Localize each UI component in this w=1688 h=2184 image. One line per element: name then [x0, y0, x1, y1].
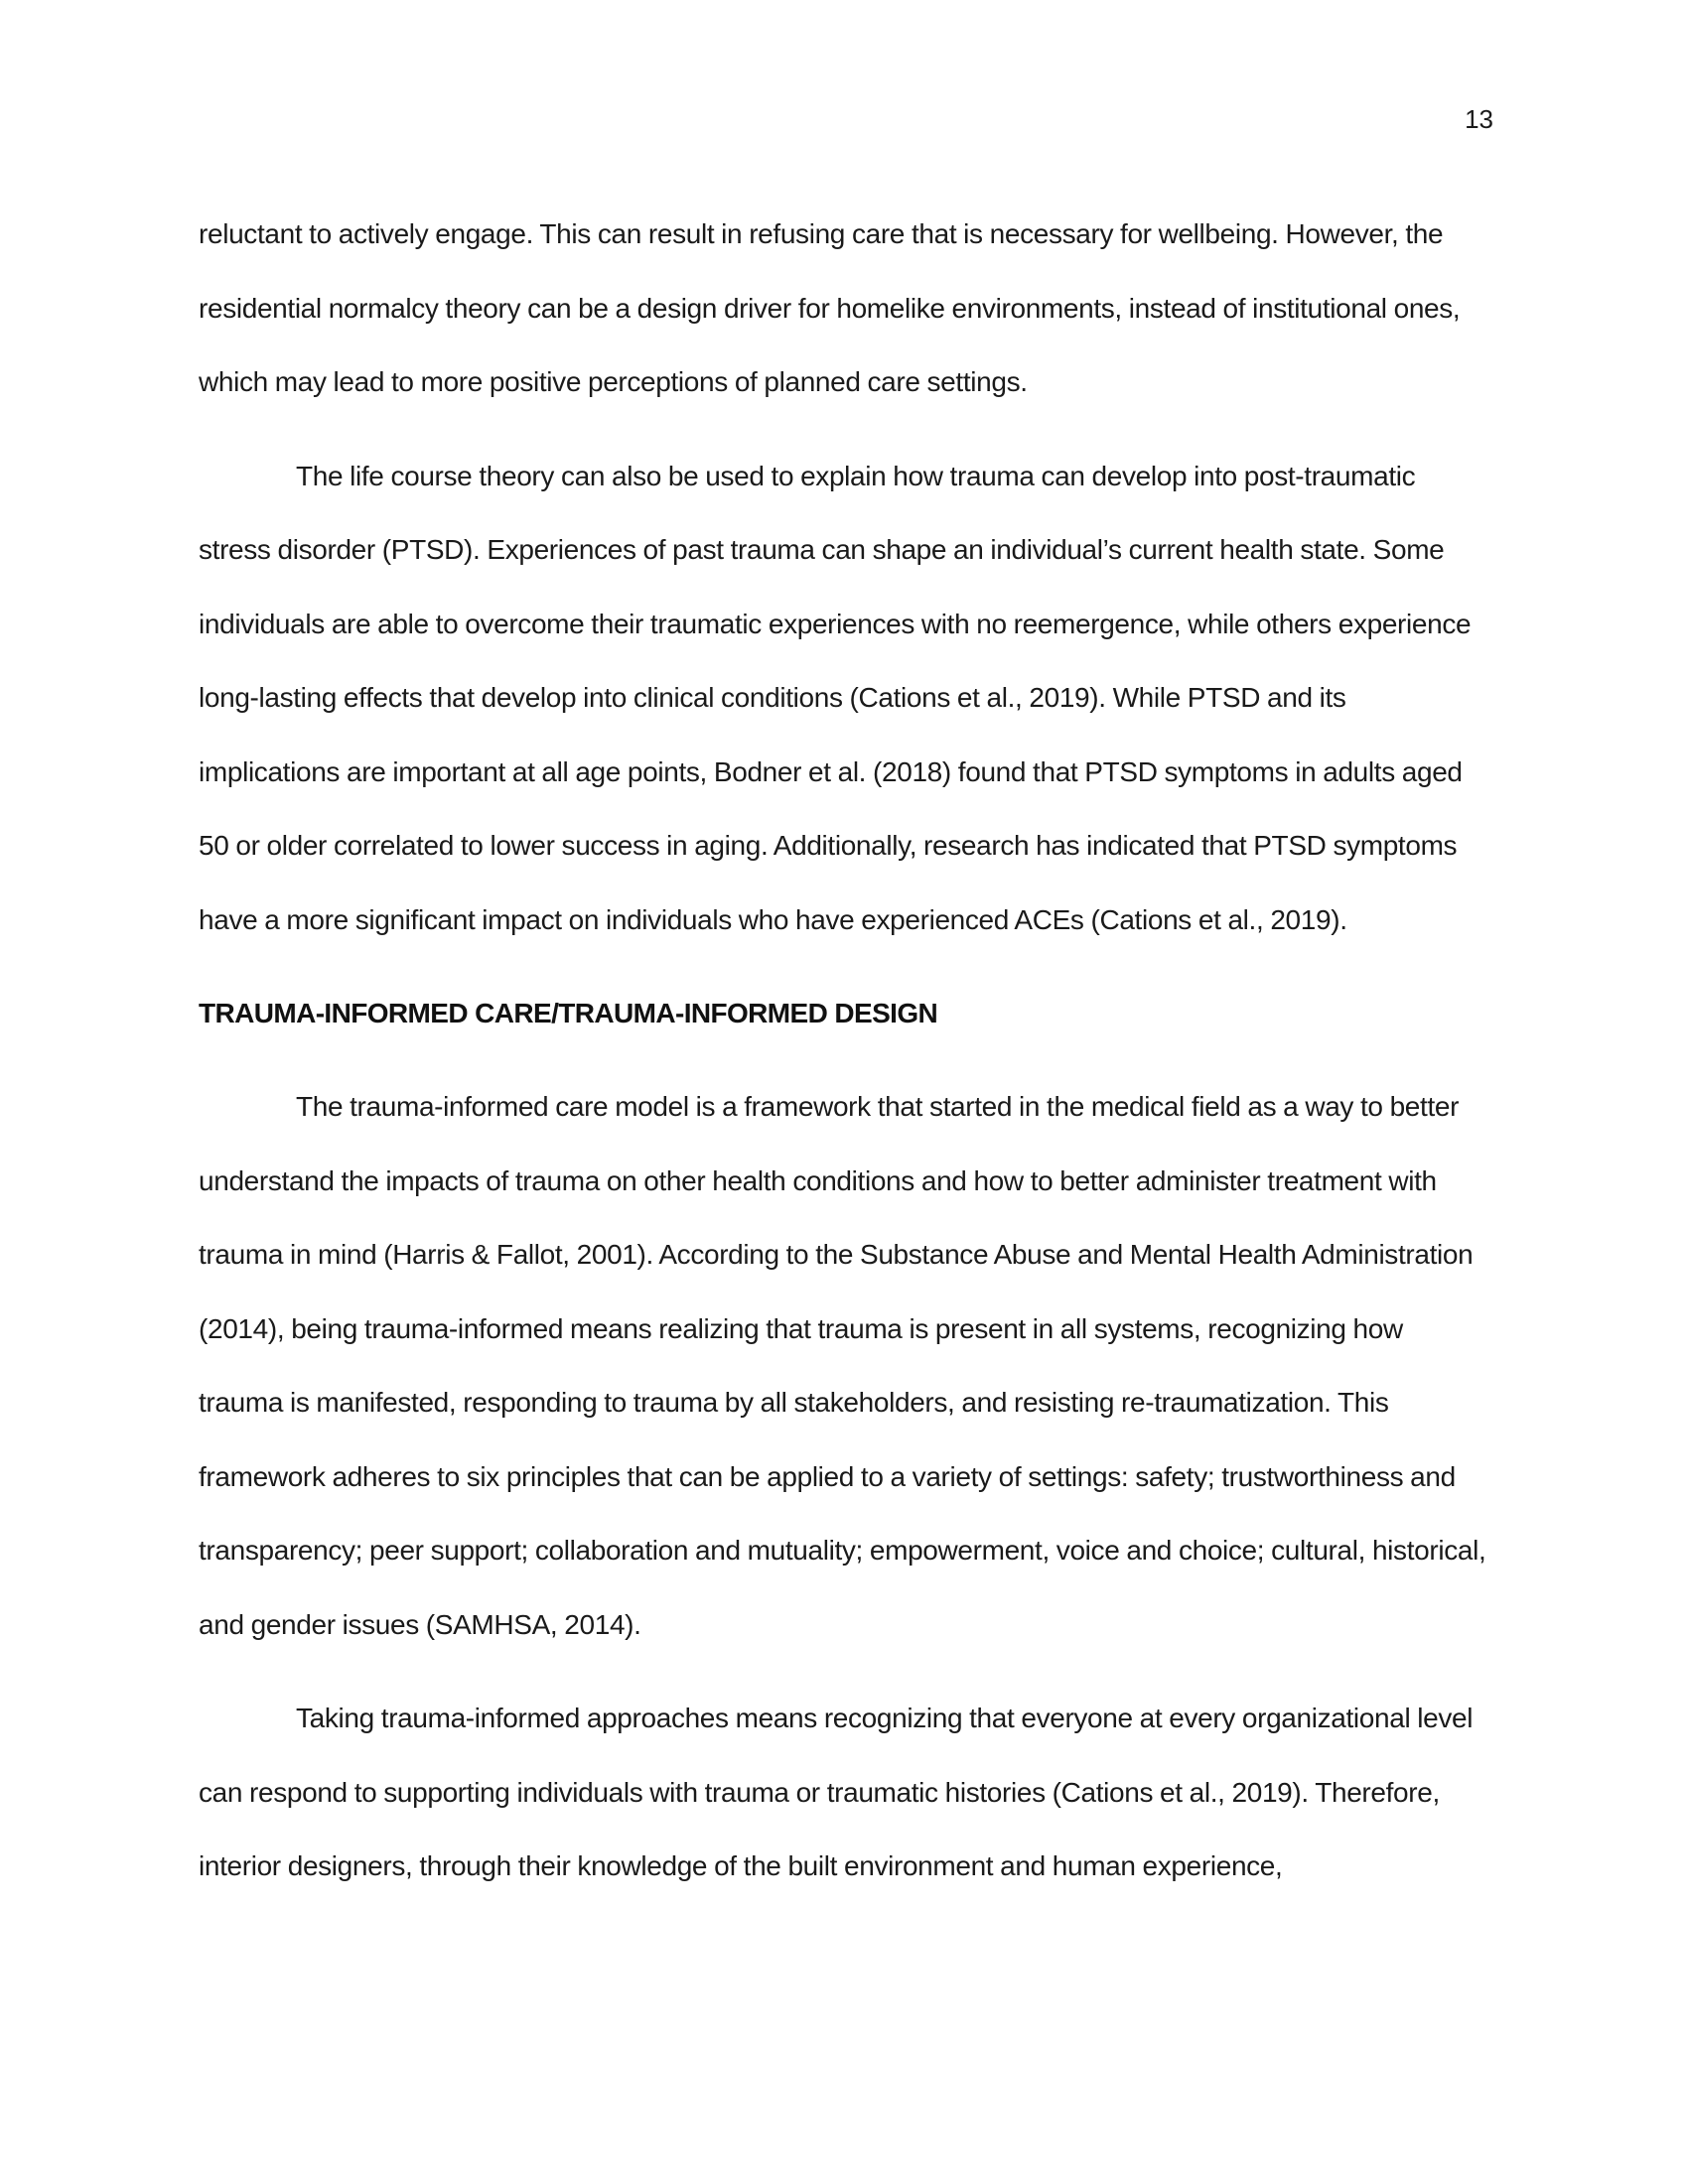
document-body — [199, 198, 1489, 1904]
paragraph-spacer — [199, 1662, 1489, 1682]
paragraph-trauma-informed-care-model: The trauma-informed care model is a framework that started in the medical field as a way to better understand the impacts of trauma on other health conditions and how to better administer treatment with trauma in mind (Harris & Fallot, 2001). According to the Substance Abuse and Mental Health Administration (2014), being trauma-informed means realizing that trauma is present in all systems, recognizing how trauma is manifested, responding to trauma by all stakeholders, and resisting re-traumatization. This framework adheres to six principles that can be applied to a variety of settings: safety; trustworthiness and transparency; peer support; collaboration and mutuality; empowerment, voice and choice; cultural, historical, and gender issues (SAMHSA, 2014). — [199, 1091, 1486, 1640]
paragraph-residential-normalcy-continuation: reluctant to actively engage. This can result in refusing care that is necessary for wellbeing. However, the residential normalcy theory can be a design driver for homelike environments, instead of institutional ones, which may lead to more positive perceptions of planned care settings. — [199, 218, 1461, 397]
section-heading: TRAUMA-INFORMED CARE/TRAUMA-INFORMED DESIGN — [199, 998, 938, 1028]
page-number: 13 — [1465, 104, 1493, 134]
paragraph-life-course-theory: The life course theory can also be used to explain how trauma can develop into post-traumatic stress disorder (PTSD). Experiences of past trauma can shape an individual’s current health state. Some individuals are able to overcome their traumatic experiences with no reemergence, while others experience long-lasting effects that develop into clinical conditions (Cations et al., 2019). While PTSD and its implications are important at all age points, Bodner et al. (2018) found that PTSD symptoms in adults aged 50 or older correlated to lower success in aging. Additionally, research has indicated that PTSD symptoms have a more significant impact on individuals who have experienced ACEs (Cations et al., 2019). — [199, 460, 1472, 935]
paragraph-spacer — [199, 420, 1489, 440]
paragraph-trauma-informed-approaches: Taking trauma-informed approaches means recognizing that everyone at every organizational level can respond to supporting individuals with trauma or traumatic histories (Cations et al., 2019). Therefore, interior designers, through their knowledge of the built environment and human experience, — [199, 1703, 1474, 1881]
